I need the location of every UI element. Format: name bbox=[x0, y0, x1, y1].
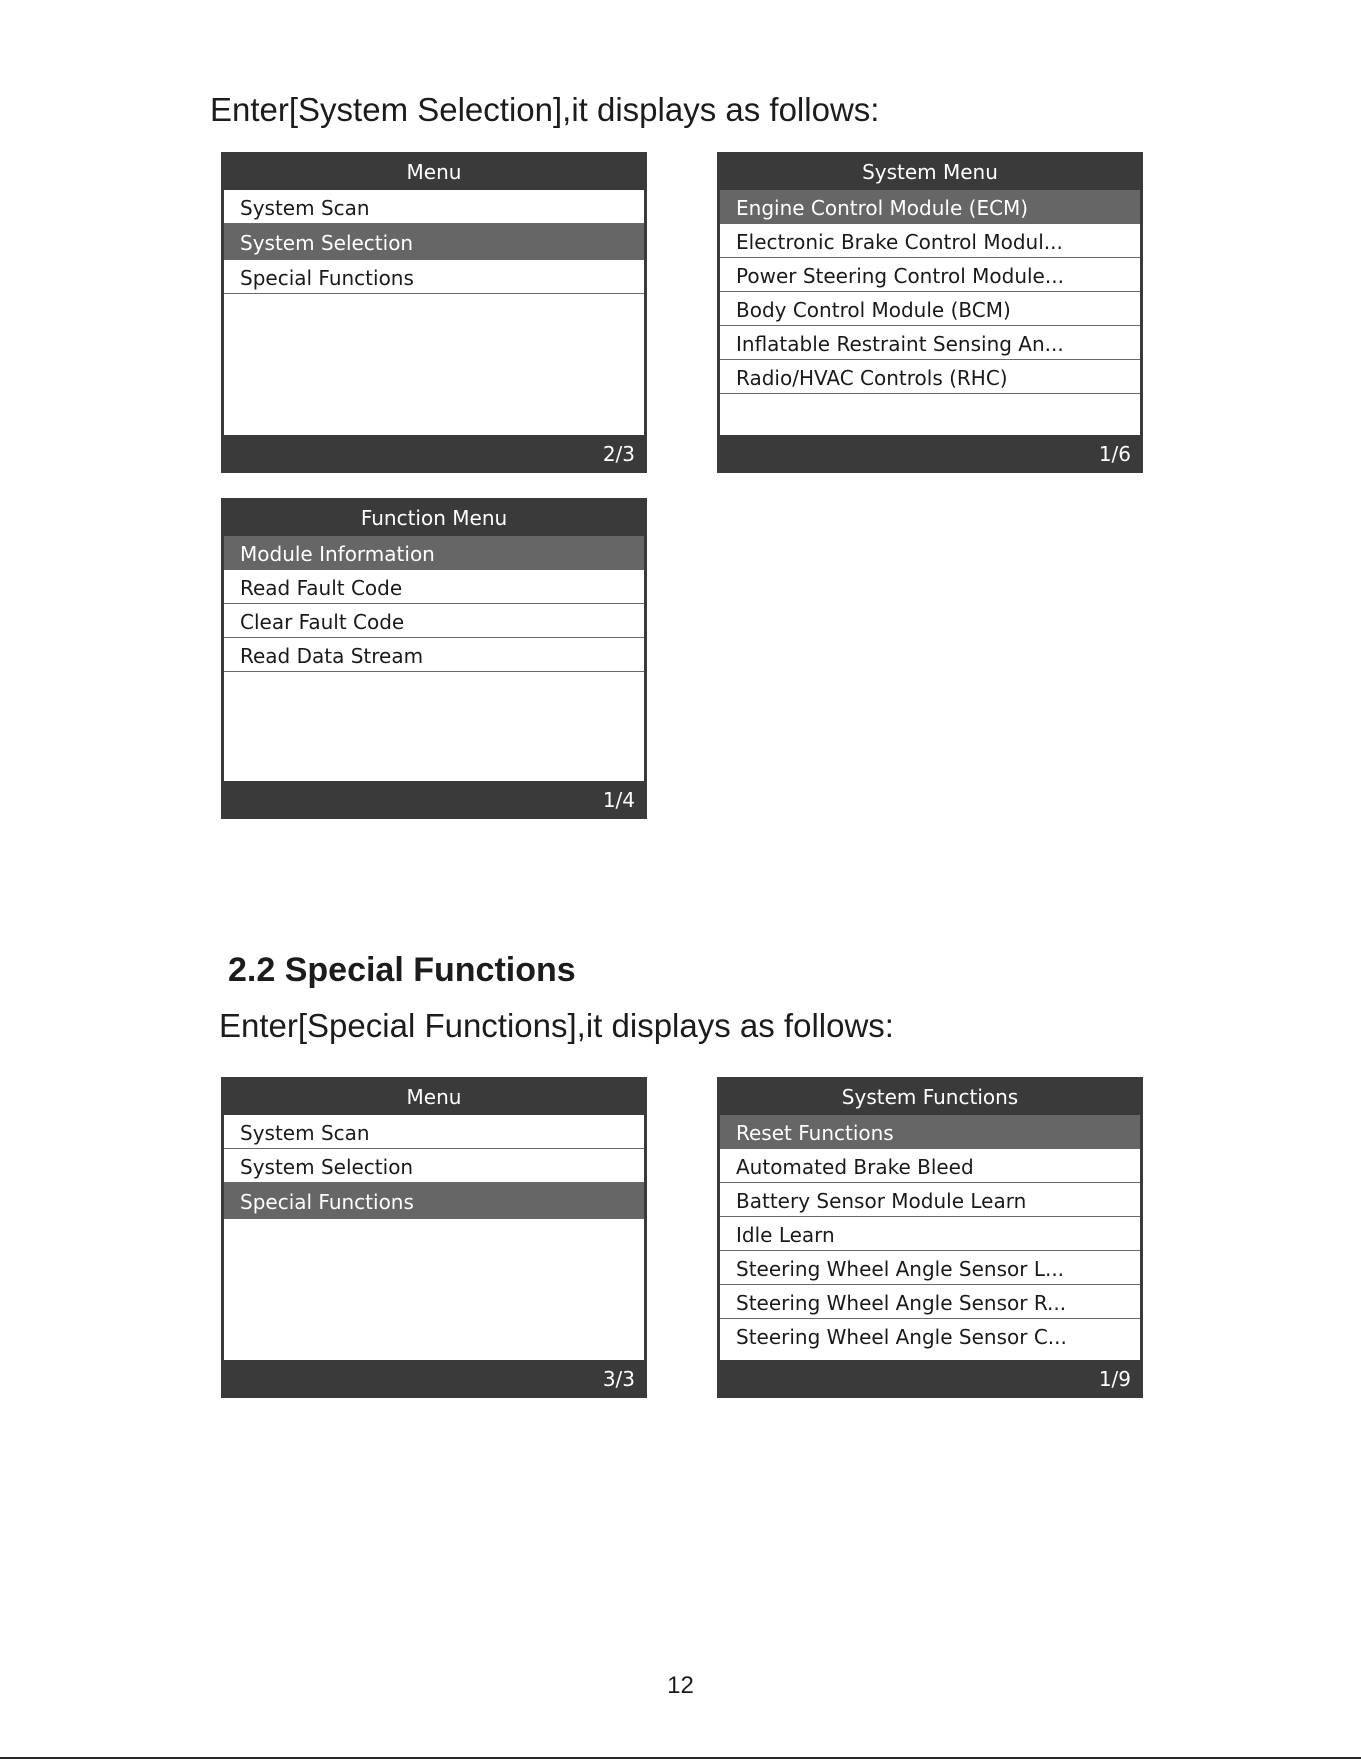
menu-item-bcm[interactable]: Body Control Module (BCM) bbox=[720, 292, 1140, 326]
menu-list bbox=[224, 1115, 644, 1360]
menu-list bbox=[224, 536, 644, 781]
page-indicator: 3/3 bbox=[602, 1367, 635, 1391]
menu-item-swas-l[interactable]: Steering Wheel Angle Sensor L... bbox=[720, 1251, 1140, 1285]
bottom-rule bbox=[0, 1757, 1361, 1759]
menu-item-read-fault-code[interactable]: Read Fault Code bbox=[224, 570, 644, 604]
section-heading: 2.2 Special Functions bbox=[228, 951, 576, 989]
screen-title: Menu bbox=[406, 160, 462, 184]
menu-item-read-data-stream[interactable]: Read Data Stream bbox=[224, 638, 644, 672]
page-number: 12 bbox=[667, 1672, 694, 1699]
screen-menu-system-selection bbox=[221, 152, 647, 473]
screen-system-menu bbox=[717, 152, 1143, 473]
menu-item-pscm[interactable]: Power Steering Control Module... bbox=[720, 258, 1140, 292]
screen-title: System Functions bbox=[841, 1085, 1019, 1109]
page-indicator: 1/9 bbox=[1098, 1367, 1131, 1391]
menu-item-system-selection[interactable]: System Selection bbox=[224, 224, 644, 260]
menu-item-special-functions[interactable]: Special Functions bbox=[224, 260, 644, 294]
menu-list bbox=[720, 1115, 1140, 1360]
menu-item-ebcm[interactable]: Electronic Brake Control Modul... bbox=[720, 224, 1140, 258]
screen-function-menu bbox=[221, 498, 647, 819]
menu-list bbox=[720, 190, 1140, 435]
screen-system-functions bbox=[717, 1077, 1143, 1398]
screen-title: System Menu bbox=[862, 160, 998, 184]
intro-text-system-selection: Enter[System Selection],it displays as follows: bbox=[210, 91, 880, 128]
menu-item-idle-learn[interactable]: Idle Learn bbox=[720, 1217, 1140, 1251]
page-indicator: 1/6 bbox=[1098, 442, 1131, 466]
menu-item-system-selection[interactable]: System Selection bbox=[224, 1149, 644, 1183]
menu-item-special-functions[interactable]: Special Functions bbox=[224, 1183, 644, 1219]
menu-item-system-scan[interactable]: System Scan bbox=[224, 1115, 644, 1149]
menu-item-ecm[interactable]: Engine Control Module (ECM) bbox=[720, 190, 1140, 224]
menu-item-rhc[interactable]: Radio/HVAC Controls (RHC) bbox=[720, 360, 1140, 394]
menu-item-automated-brake-bleed[interactable]: Automated Brake Bleed bbox=[720, 1149, 1140, 1183]
menu-item-battery-sensor-module-learn[interactable]: Battery Sensor Module Learn bbox=[720, 1183, 1140, 1217]
screen-title: Function Menu bbox=[360, 506, 508, 530]
menu-item-system-scan[interactable]: System Scan bbox=[224, 190, 644, 224]
intro-text-special-functions: Enter[Special Functions],it displays as follows: bbox=[219, 1007, 894, 1044]
menu-item-reset-functions[interactable]: Reset Functions bbox=[720, 1115, 1140, 1149]
page-indicator: 1/4 bbox=[602, 788, 635, 812]
menu-item-swas-r[interactable]: Steering Wheel Angle Sensor R... bbox=[720, 1285, 1140, 1319]
menu-list bbox=[224, 190, 644, 435]
menu-item-clear-fault-code[interactable]: Clear Fault Code bbox=[224, 604, 644, 638]
menu-item-swas-c[interactable]: Steering Wheel Angle Sensor C... bbox=[736, 1325, 1067, 1349]
menu-item-module-information[interactable]: Module Information bbox=[224, 536, 644, 570]
page-indicator: 2/3 bbox=[602, 442, 635, 466]
menu-item-inflatable-restraint[interactable]: Inflatable Restraint Sensing An... bbox=[720, 326, 1140, 360]
screen-menu-special-functions bbox=[221, 1077, 647, 1398]
screen-title: Menu bbox=[406, 1085, 462, 1109]
